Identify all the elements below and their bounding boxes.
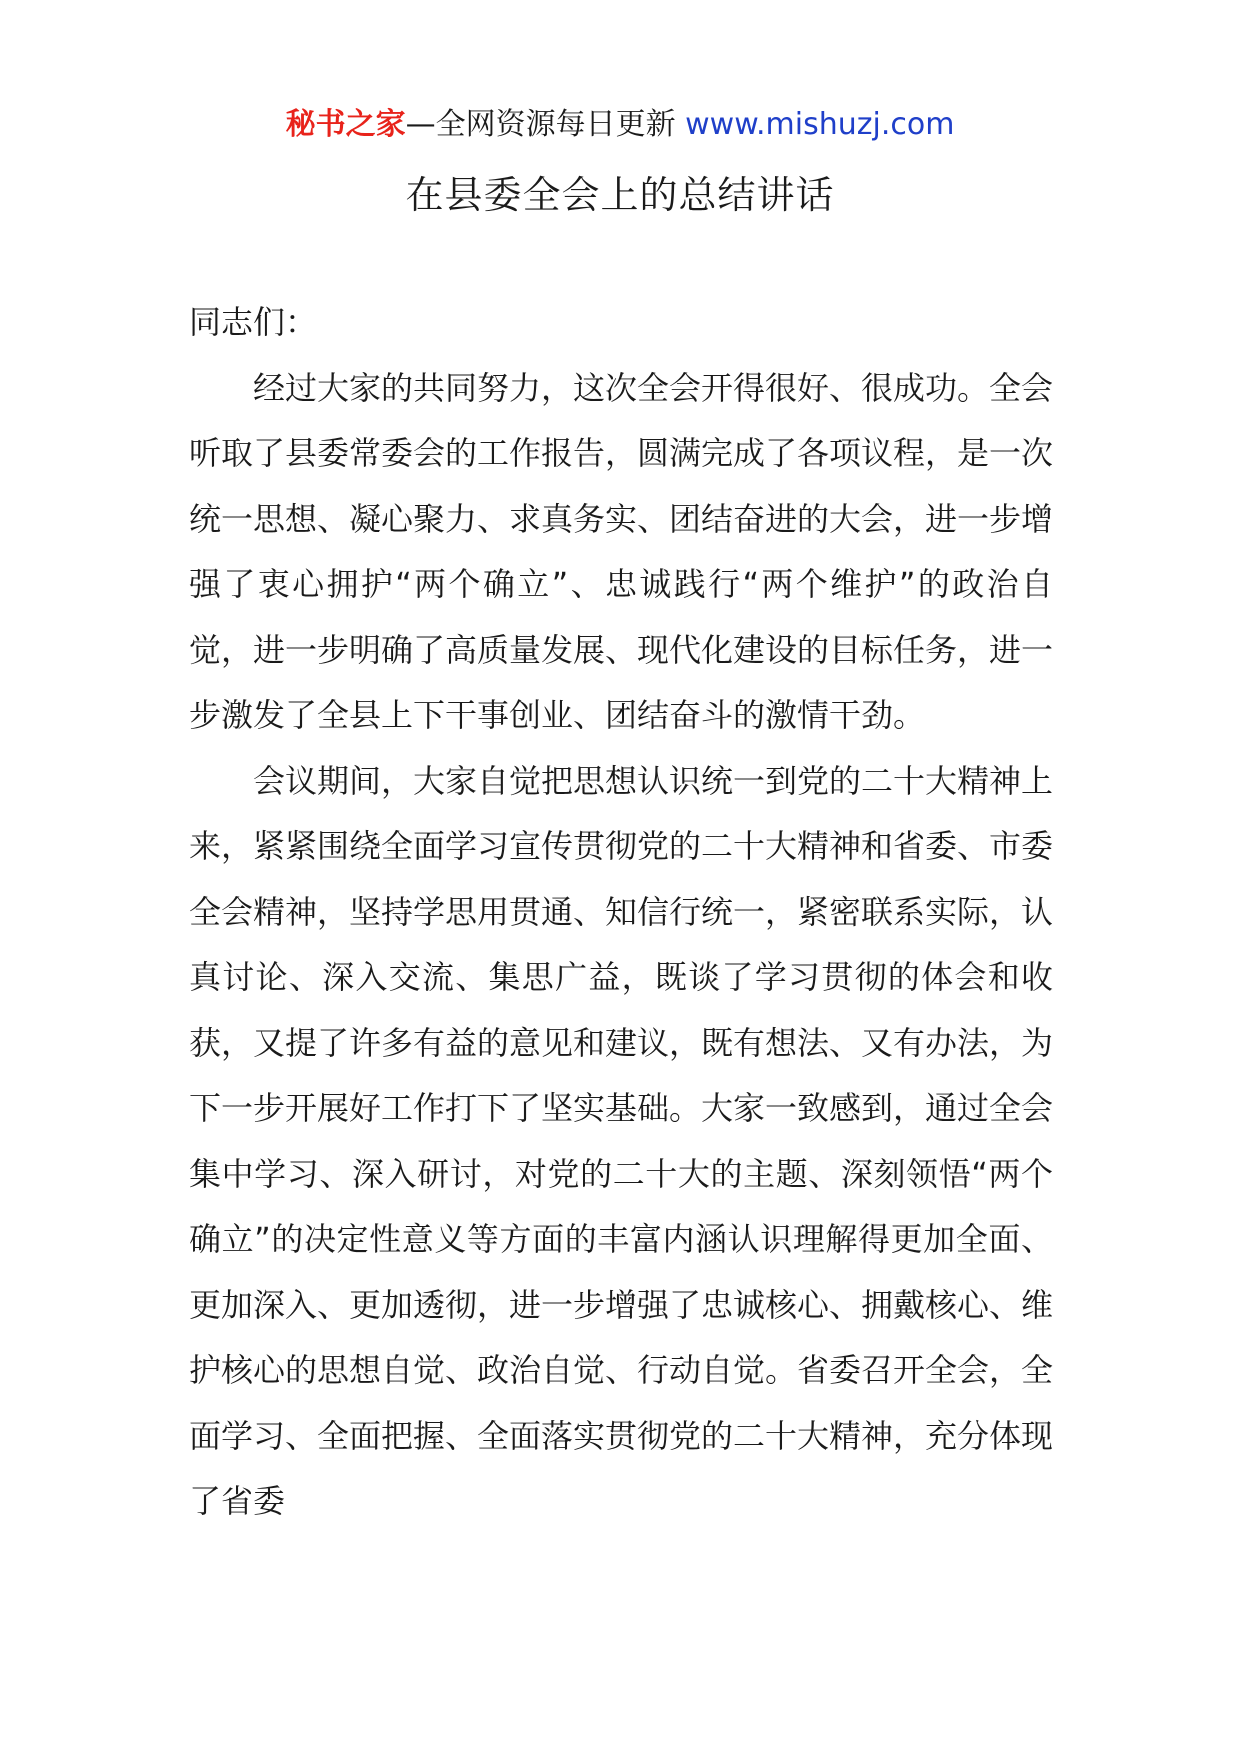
- paragraph-1: 经过大家的共同努力，这次全会开得很好、很成功。全会听取了县委常委会的工作报告，圆满完成了各项议程，是一次统一思想、凝心聚力、求真务实、团结奋进的大会，进一步增强了衷心拥护“两个确立”、忠诚践行“两个维护”的政治自觉，进一步明确了高质量发展、现代化建设的目标任务，进一步激发了全县上下干事创业、团结奋斗的激情干劲。: [189, 368, 1054, 734]
- brand-name: 秘书之家: [285, 107, 406, 142]
- document-title: 在县委全会上的总结讲话: [405, 173, 835, 217]
- salutation: 同志们：: [189, 303, 318, 341]
- site-header: [0, 100, 1240, 150]
- paragraph-2: 会议期间，大家自觉把思想认识统一到党的二十大精神上来，紧紧围绕全面学习宣传贯彻党的二十大精神和省委、市委全会精神，坚持学思用贯通、知信行统一，紧密联系实际，认真讨论、深入交流、集思广益，既谈了学习贯彻的体会和收获，又提了许多有益的意见和建议，既有想法、又有办法，为下一步开展好工作打下了坚实基础。大家一致感到，通过全会集中学习、深入研讨，对党的二十大的主题、深刻领悟“两个确立”的决定性意义等方面的丰富内涵认识理解得更加全面、更加深入、更加透彻，进一步增强了忠诚核心、拥戴核心、维护核心的思想自觉、政治自觉、行动自觉。省委召开全会，全面学习、全面把握、全面落实贯彻党的二十大精神，充分体现了省委: [189, 761, 1054, 1520]
- document-body: [189, 290, 1053, 1535]
- site-url-link[interactable]: www.mishuzj.com: [685, 107, 955, 142]
- site-tagline: —全网资源每日更新: [405, 107, 686, 142]
